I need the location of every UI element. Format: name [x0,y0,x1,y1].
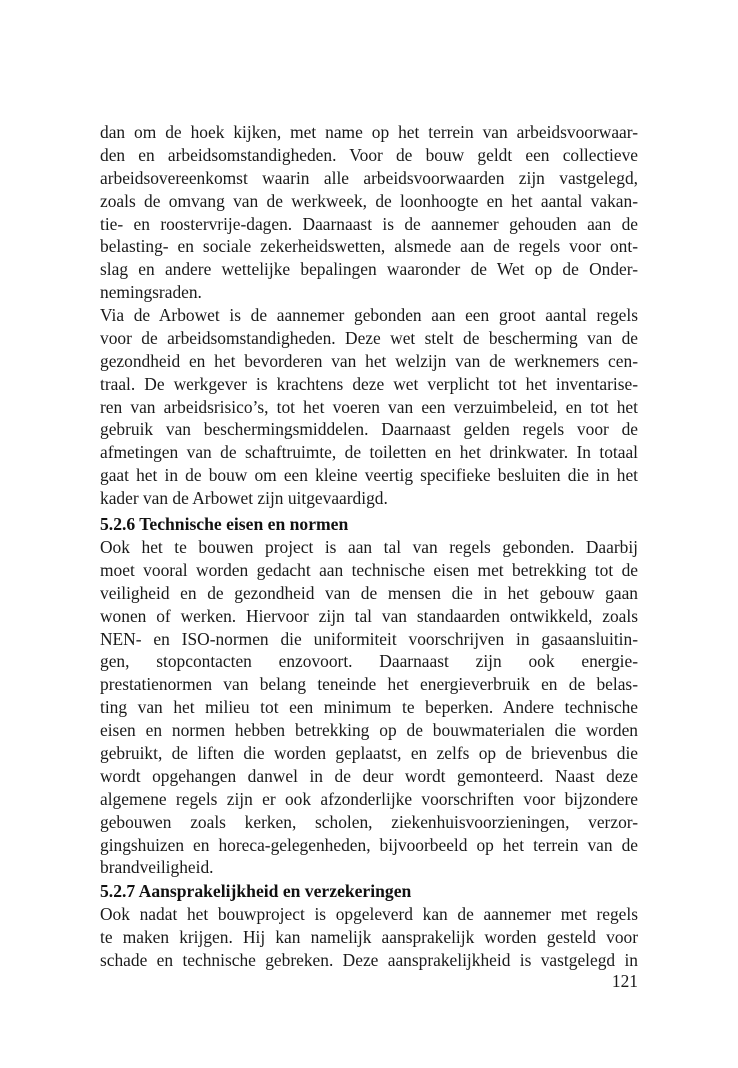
text-line: traal. De werkgever is krachtens deze wet verplicht tot het inventarise- [100,373,638,394]
text-line: Ook het te bouwen project is aan tal van regels gebonden. Daarbij [100,537,638,557]
text-line: den en arbeidsomstandigheden. Voor de bouw geldt een collectieve [100,144,638,165]
text-line: NEN- en ISO-normen die uniformiteit voorschrijven in gasaansluitin- [100,628,638,649]
text-line: arbeidsovereenkomst waarin alle arbeidsvoorwaarden zijn vastgelegd, [100,167,638,188]
page-number: 121 [611,971,638,991]
text-line: dan om de hoek kijken, met name op het terrein van arbeidsvoorwaar- [100,122,638,142]
text-line: gebruik van beschermingsmiddelen. Daarnaast gelden regels voor de [100,419,638,440]
text-line: nemingsraden. [100,282,202,303]
text-line: gen, stopcontacten enzovoort. Daarnaast zijn ook energie- [100,651,638,672]
text-line: veiligheid en de gezondheid van de mensen die in het gebouw gaan [100,582,638,603]
text-line: prestatienormen van belang teneinde het energieverbruik en de belas- [100,674,638,695]
section-heading-5-2-7: 5.2.7 Aansprakelijkheid en verzekeringen [100,881,412,901]
text-line: belasting- en sociale zekerheidswetten, alsmede aan de regels voor ont- [100,236,638,257]
paragraph-liability [100,903,638,972]
text-line: gebouwen zoals kerken, scholen, ziekenhuisvoorzieningen, verzor- [100,811,638,832]
text-line: kader van de Arbowet zijn uitgevaardigd. [100,488,388,509]
text-line: ting van het milieu tot een minimum te beperken. Andere technische [100,697,638,718]
text-line: schade en technische gebreken. Deze aansprakelijkheid is vastgelegd in [100,949,638,970]
text-line: moet vooral worden gedacht aan technische eisen met betrekking tot de [100,559,638,580]
text-line: Via de Arbowet is de aannemer gebonden aan een groot aantal regels [100,305,638,325]
paragraph-technical-requirements [100,536,638,879]
text-line: gezondheid en het bevorderen van het welzijn van de werknemers cen- [100,350,638,371]
text-line: gebruikt, de liften die worden geplaatst, en zelfs op de brievenbus die [100,743,638,764]
text-line: ren van arbeidsrisico’s, tot het voeren van een verzuimbeleid, en tot het [100,396,638,417]
text-line: gaat het in de bouw om een kleine veertig specifieke besluiten die in het [100,465,638,486]
paragraph-arbowet [100,304,638,510]
text-line: Ook nadat het bouwproject is opgeleverd kan de aannemer met regels [100,904,638,924]
text-line: gingshuizen en horeca-gelegenheden, bijvoorbeeld op het terrein van de [100,834,638,855]
text-line: brandveiligheid. [100,857,214,878]
text-line: slag en andere wettelijke bepalingen waaronder de Wet op de Onder- [100,259,638,280]
text-line: wordt opgehangen danwel in de deur wordt gemonteerd. Naast deze [100,765,638,786]
paragraph-working-conditions [100,121,638,304]
section-heading-5-2-6: 5.2.6 Technische eisen en normen [100,514,349,534]
text-line: tie- en roostervrije-dagen. Daarnaast is de aannemer gehouden aan de [100,213,638,234]
text-line: eisen en normen hebben betrekking op de bouwmaterialen die worden [100,720,638,741]
text-line: wonen of werken. Hiervoor zijn tal van standaarden ontwikkeld, zoals [100,605,638,626]
text-line: voor de arbeidsomstandigheden. Deze wet stelt de bescherming van de [100,327,638,348]
text-line: afmetingen van de schaftruimte, de toiletten en het drinkwater. In totaal [100,442,638,463]
text-line: te maken krijgen. Hij kan namelijk aansprakelijk worden gesteld voor [100,926,638,947]
text-line: algemene regels zijn er ook afzonderlijke voorschriften voor bijzondere [100,788,638,809]
text-line: zoals de omvang van de werkweek, de loonhoogte en het aantal vakan- [100,190,638,211]
